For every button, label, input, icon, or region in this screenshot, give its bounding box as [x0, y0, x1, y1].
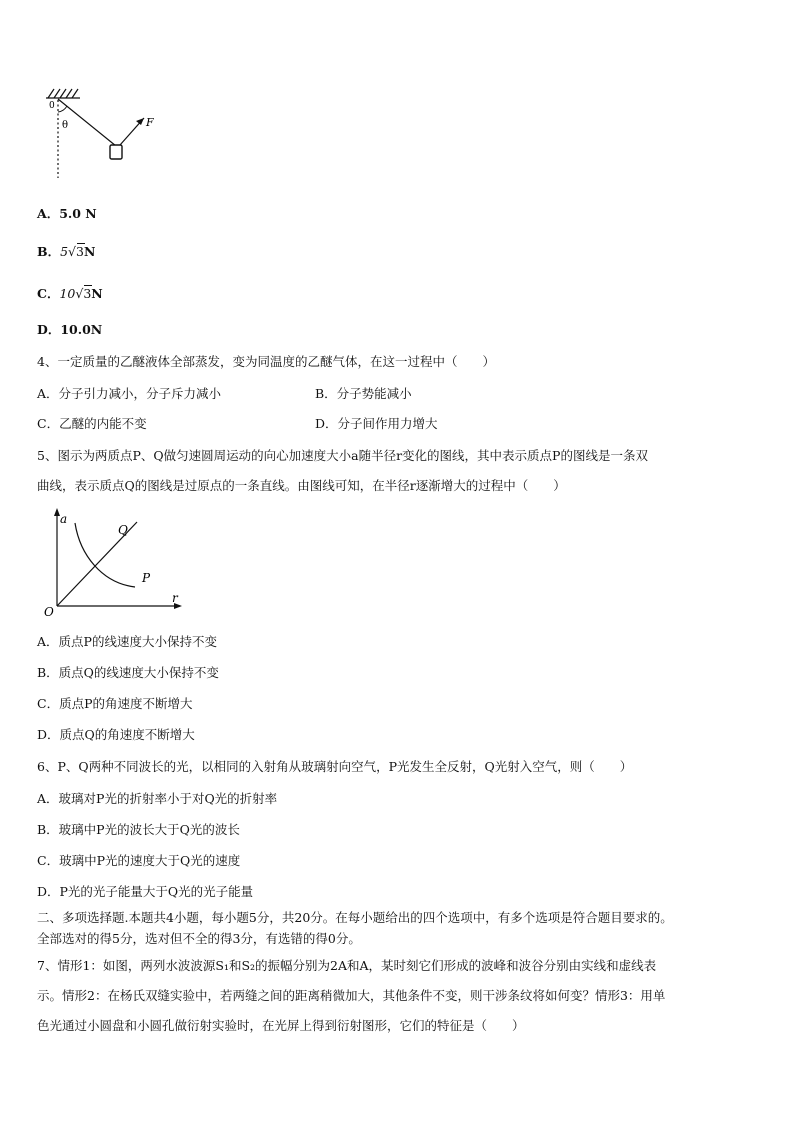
q3-option-b [37, 244, 95, 260]
sqrt-root: √3 [68, 244, 84, 259]
q5-option-c: C．质点P的角速度不断增大 [37, 696, 193, 711]
q6-option-a: A．玻璃对P光的折射率小于对Q光的折射率 [37, 791, 278, 806]
a-r-graph [40, 505, 190, 617]
hanging-block [110, 145, 122, 159]
q4-option-c: C．乙醚的内能不变 [37, 416, 147, 431]
q7-stem-line1: 7、情形1：如图，两列水波波源S₁和S₂的振幅分别为2A和A，某时刻它们形成的波峰和波谷分别由实线和虚线表 [37, 958, 657, 973]
q6-option-c: C．玻璃中P光的速度大于Q光的速度 [37, 853, 241, 868]
q5-stem-line1: 5、图示为两质点P、Q做匀速圆周运动的向心加速度大小a随半径r变化的图线，其中表示质点P的图线是一条双 [37, 448, 648, 463]
q7-stem-line3: 色光通过小圆盘和小圆孔做衍射实验时，在光屏上得到衍射图形，它们的特征是（ ） [37, 1018, 525, 1033]
angle-label: θ [62, 120, 69, 131]
option-text: 5.0 N [59, 206, 97, 221]
curve-q-label: Q [118, 523, 128, 537]
angle-arc [58, 106, 67, 112]
option-letter: B． [37, 244, 61, 259]
q6-option-b: B．玻璃中P光的波长大于Q光的波长 [37, 822, 240, 837]
section2-instructions-line2: 全部选对的得5分，选对但不全的得3分，有选错的得0分。 [37, 931, 361, 946]
ceiling-hatch [46, 89, 80, 98]
q3-option-d [37, 322, 102, 338]
q5-option-a: A．质点P的线速度大小保持不变 [37, 634, 217, 649]
force-label: F [146, 116, 154, 129]
option-unit: N [91, 286, 103, 301]
q6-stem: 6、P、Q两种不同波长的光，以相同的入射角从玻璃射向空气，P光发生全反射，Q光射入空气，则（ ） [37, 759, 633, 774]
y-axis-label: a [60, 512, 68, 526]
sqrt-root: √3 [75, 286, 92, 301]
option-letter: C． [37, 286, 60, 301]
option-letter: A． [37, 206, 60, 221]
q4-option-d: D．分子间作用力增大 [315, 416, 438, 431]
q4-stem: 4、一定质量的乙醚液体全部蒸发，变为同温度的乙醚气体，在这一过程中（ ） [37, 354, 495, 369]
curve-p-label: P [142, 571, 151, 585]
q4-option-a: A．分子引力减小，分子斥力减小 [37, 386, 222, 401]
option-coefficient: 5 [60, 244, 69, 259]
section2-instructions-line1: 二、多项选择题.本题共4小题，每小题5分，共20分。在每小题给出的四个选项中，有多个选项是符合题目要求的。 [37, 910, 673, 925]
q7-stem-line2: 示。情形2：在杨氏双缝实验中，若两缝之间的距离稍微加大，其他条件不变，则干涉条纹将如何变？情形3：用单 [37, 988, 666, 1003]
q3-option-c [37, 286, 103, 302]
force-arrowhead [136, 118, 144, 125]
q5-stem-line2: 曲线，表示质点Q的图线是过原点的一条直线。由图线可知，在半径r逐渐增大的过程中（ ） [37, 478, 566, 493]
q5-option-b: B．质点Q的线速度大小保持不变 [37, 665, 219, 680]
option-unit: N [83, 244, 96, 259]
option-text: 10.0N [60, 322, 103, 337]
option-coefficient: 10 [59, 286, 76, 301]
sqrt-expression [68, 244, 84, 260]
q3-option-a [37, 206, 97, 222]
q4-option-b: B．分子势能减小 [315, 386, 412, 401]
x-axis-label: r [172, 591, 178, 605]
pivot-label: 0 [49, 101, 55, 111]
q6-option-d: D．P光的光子能量大于Q光的光子能量 [37, 884, 254, 899]
sqrt-expression [75, 286, 91, 302]
pendulum-figure [40, 84, 170, 180]
option-letter: D． [37, 322, 61, 337]
origin-label: O [44, 605, 54, 617]
q5-option-d: D．质点Q的角速度不断增大 [37, 727, 195, 742]
